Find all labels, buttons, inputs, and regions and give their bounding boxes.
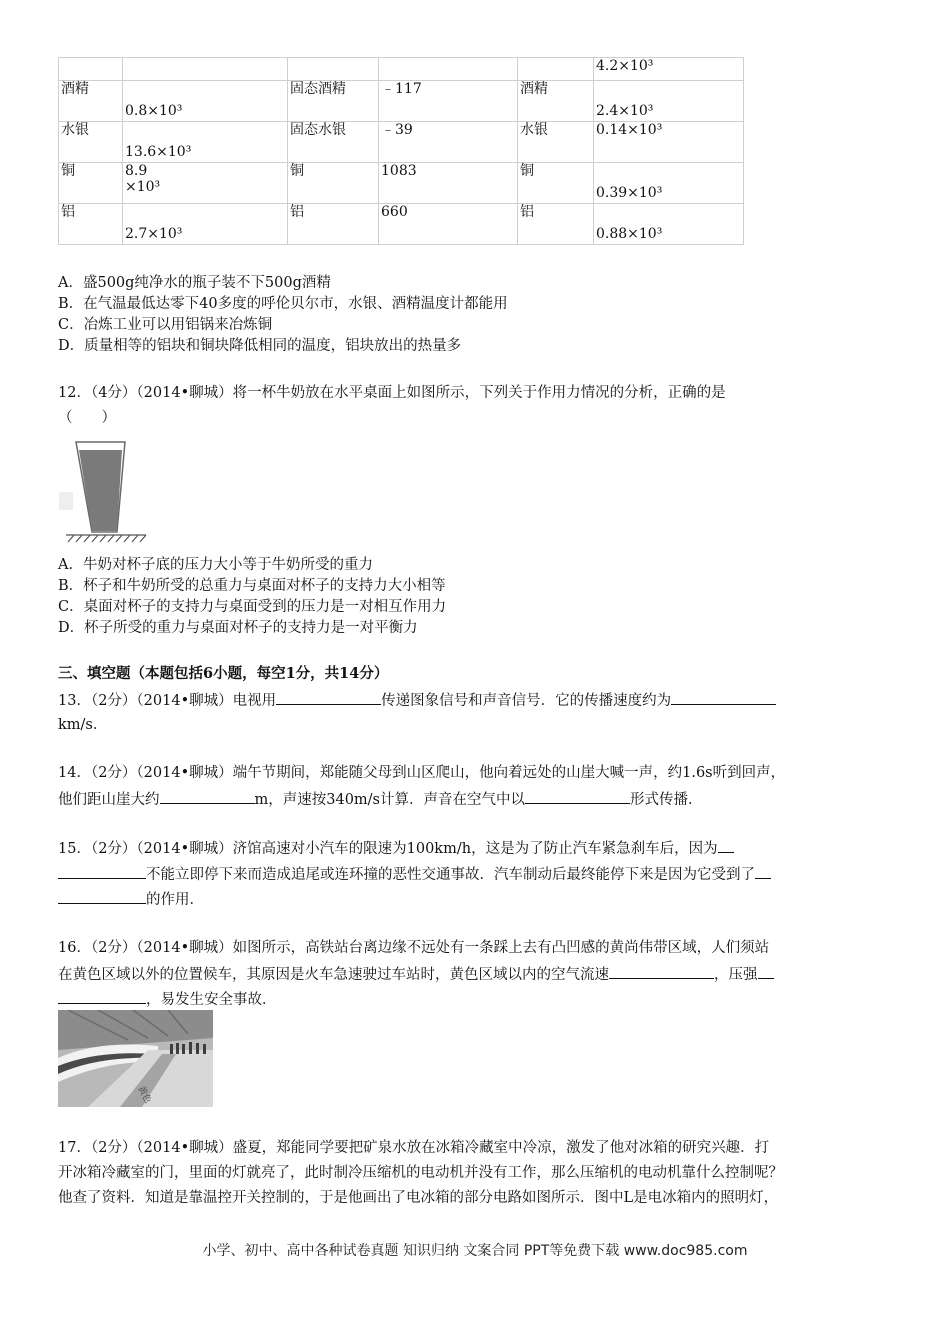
q11-option-b: B．在气温最低达零下40多度的呼伦贝尔市，水银、酒精温度计都能用 [58, 296, 508, 312]
substance-name: 铝 [520, 204, 534, 220]
answer-blank [160, 789, 255, 804]
section-heading: 三、填空题（本题包括6小题，每空1分，共14分） [58, 665, 389, 682]
q17-line-2: 开冰箱冷藏室的门，里面的灯就亮了，此时制冷压缩机的电动机并没有工作，那么压缩机的电动机靠什么控制呢？ [58, 1165, 783, 1181]
answer-blank [671, 690, 776, 705]
q16-text-2b: ，压强 [714, 967, 758, 983]
yellow-zone-sign: 黄色 [135, 1084, 153, 1106]
milk-cup-figure [58, 432, 154, 544]
answer-blank [718, 838, 734, 853]
table-row [59, 163, 744, 204]
substance-name: 酒精 [520, 81, 548, 97]
q15-line-2 [58, 864, 771, 885]
melting-point-value: 1083 [381, 163, 417, 179]
q14-text-a: 他们距山崖大约 [58, 792, 160, 808]
answer-blank [755, 864, 771, 879]
table-cell [59, 58, 123, 81]
answer-blank [58, 989, 146, 1004]
q15-line-1 [58, 838, 734, 859]
q17-line-1: 17．（2分）（2014•聊城）盛夏，郑能同学要把矿泉水放在冰箱冷藏室中冷凉，激发了他对冰箱的研究兴趣．打 [58, 1140, 770, 1156]
specific-heat-value: 2.4×10³ [596, 103, 654, 119]
answer-blank [609, 964, 714, 979]
specific-heat-value: 4.2×10³ [596, 58, 654, 74]
density-value: 0.8×10³ [125, 103, 183, 119]
substance-name: 酒精 [61, 81, 89, 97]
q12-option-a: A．牛奶对杯子底的压力大小等于牛奶所受的重力 [58, 557, 373, 573]
table-cell [518, 58, 594, 81]
table-cell [123, 58, 288, 81]
q11-option-a: A．盛500g纯净水的瓶子装不下500g酒精 [58, 275, 331, 291]
q12-answer-paren: （ ） [58, 410, 116, 426]
answer-blank [58, 864, 146, 879]
q13-text-b: 传递图象信号和声音信号．它的传播速度约为 [381, 693, 672, 709]
q12-option-b: B．杯子和牛奶所受的总重力与桌面对杯子的支持力大小相等 [58, 578, 446, 594]
q14-line-1: 14．（2分）（2014•聊城）端午节期间，郑能随父母到山区爬山，他向着远处的山崖大喊一声，约1.6s听到回声， [58, 765, 786, 781]
density-value-part: 8.9 [125, 163, 148, 179]
specific-heat-value: 0.39×10³ [596, 185, 663, 201]
material-table [58, 57, 744, 245]
answer-blank [525, 789, 630, 804]
substance-name: 铝 [61, 204, 75, 220]
q14-text-b: m，声速按340m/s计算．声音在空气中以 [254, 792, 526, 808]
substance-name: 铝 [290, 204, 304, 220]
q16-line-2 [58, 964, 774, 985]
density-value: 13.6×10³ [125, 144, 192, 160]
q13-text-c: km/s． [58, 717, 108, 733]
melting-point-value: ﹣117 [381, 81, 422, 97]
table-cell [379, 58, 518, 81]
melting-point-value: ﹣39 [381, 122, 413, 138]
q11-option-c: C．冶炼工业可以用铝锅来冶炼铜 [58, 317, 273, 333]
shadow-mark [59, 492, 73, 510]
q15-line-3 [58, 889, 204, 910]
answer-blank [58, 889, 146, 904]
q15-text-2: 不能立即停下来而造成追尾或连环撞的恶性交通事故．汽车制动后最终能停下来是因为它受到了 [146, 867, 755, 883]
q14-line-2 [58, 789, 703, 810]
q15-text-3: 的作用． [146, 892, 204, 908]
table-row [59, 122, 744, 163]
substance-name: 铜 [61, 163, 75, 179]
substance-name: 铜 [520, 163, 534, 179]
page-footer: 小学、初中、高中各种试卷真题 知识归纳 文案合同 PPT等免费下载 www.doc985.com [202, 1243, 748, 1259]
q16-text-3: ，易发生安全事故． [146, 992, 277, 1008]
q17-line-3: 他查了资料．知道是靠温控开关控制的，于是他画出了电冰箱的部分电路如图所示．图中L是电冰箱内的照明灯， [58, 1190, 779, 1206]
q14-text-c: 形式传播． [630, 792, 703, 808]
q16-line-1: 16．（2分）（2014•聊城）如图所示，高铁站台离边缘不远处有一条踩上去有凸凹感的黄尚伟带区域，人们须站 [58, 940, 770, 956]
q16-line-3 [58, 989, 277, 1010]
high-speed-train-photo [58, 1010, 213, 1107]
q12-option-d: D．杯子所受的重力与桌面对杯子的支持力是一对平衡力 [58, 620, 418, 636]
q11-option-d: D．质量相等的铝块和铜块降低相同的温度，铝块放出的热量多 [58, 338, 462, 354]
table-row [59, 204, 744, 245]
q12-option-c: C．桌面对杯子的支持力与桌面受到的压力是一对相互作用力 [58, 599, 447, 615]
substance-name: 固态水银 [290, 122, 346, 138]
substance-name: 固态酒精 [290, 81, 346, 97]
density-value: 2.7×10³ [125, 226, 183, 242]
q12-stem: 12．（4分）（2014•聊城）将一杯牛奶放在水平桌面上如图所示，下列关于作用力情况的分析，正确的是 [58, 385, 726, 401]
specific-heat-value: 0.88×10³ [596, 226, 663, 242]
answer-blank [276, 690, 381, 705]
q13-line-1 [58, 690, 776, 711]
q15-text-1: 15．（2分）（2014•聊城）济馆高速对小汽车的限速为100km/h，这是为了防止汽车紧急刹车后，因为 [58, 841, 718, 857]
table-cell [594, 58, 744, 81]
q16-text-2a: 在黄色区域以外的位置候车，其原因是火车急速驶过车站时，黄色区域以内的空气流速 [58, 967, 609, 983]
specific-heat-value: 0.14×10³ [596, 122, 663, 138]
melting-point-value: 660 [381, 204, 408, 220]
table-row [59, 58, 744, 81]
table-cell [288, 58, 379, 81]
substance-name: 水银 [520, 122, 548, 138]
q13-text-a: 13．（2分）（2014•聊城）电视用 [58, 693, 277, 709]
table-row [59, 81, 744, 122]
density-value-part: ×10³ [125, 179, 161, 195]
substance-name: 铜 [290, 163, 304, 179]
substance-name: 水银 [61, 122, 89, 138]
answer-blank [758, 964, 774, 979]
